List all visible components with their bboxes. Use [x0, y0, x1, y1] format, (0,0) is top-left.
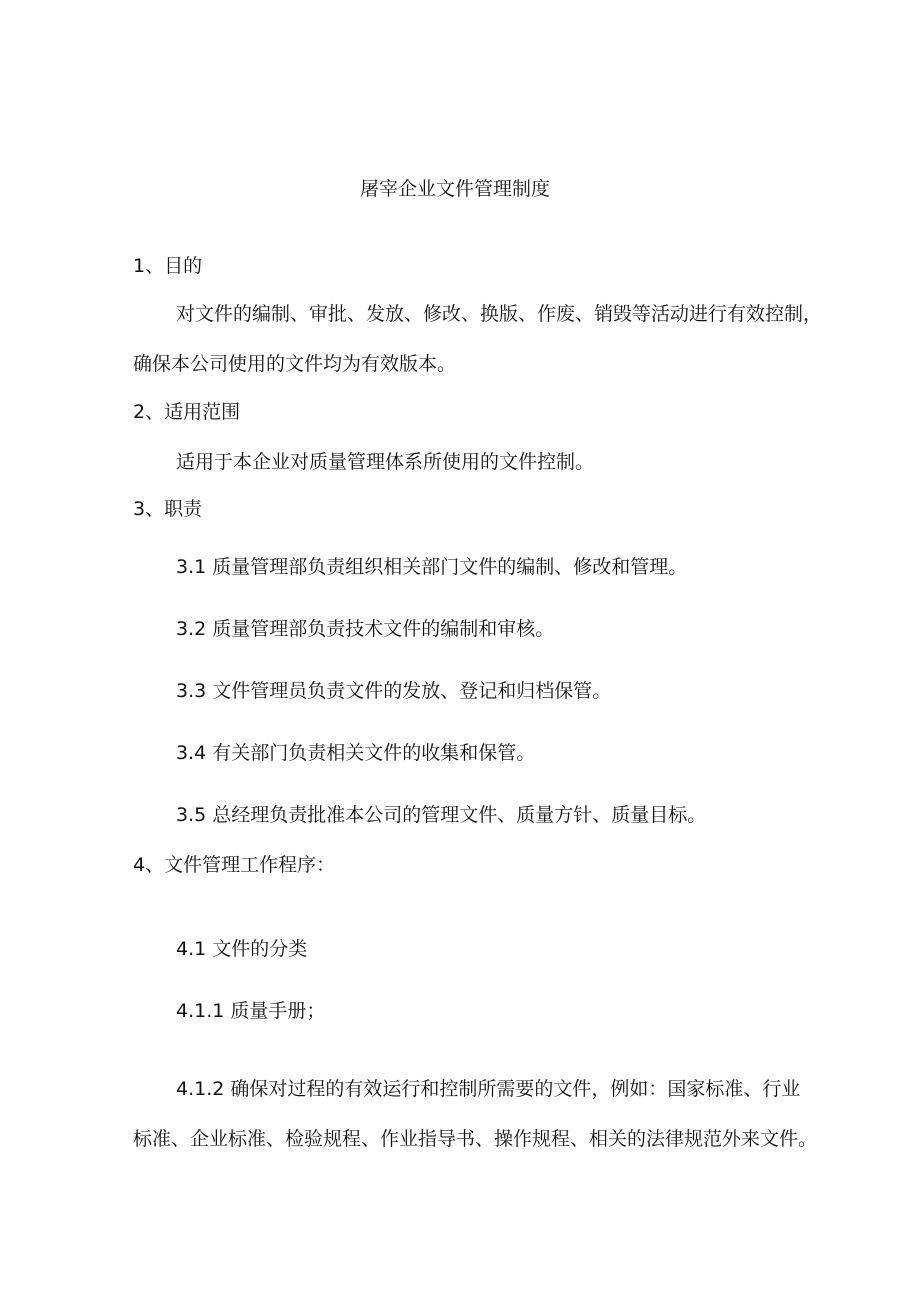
section-3-item: 3.2 质量管理部负责技术文件的编制和审核。	[176, 618, 555, 640]
section-3-item: 3.5 总经理负责批准本公司的管理文件、质量方针、质量目标。	[176, 804, 707, 826]
section-4-1-2-line-2: 标准、企业标准、检验规程、作业指导书、操作规程、相关的法律规范外来文件。	[133, 1128, 818, 1150]
section-3-item: 3.4 有关部门负责相关文件的收集和保管。	[176, 742, 536, 764]
section-3-item: 3.1 质量管理部负责组织相关部门文件的编制、修改和管理。	[176, 556, 688, 578]
section-1-paragraph-line-2: 确保本公司使用的文件均为有效版本。	[133, 353, 457, 375]
section-1-paragraph-line-1: 对文件的编制、审批、发放、修改、换版、作废、销毁等活动进行有效控制，	[176, 303, 823, 325]
section-3-item: 3.3 文件管理员负责文件的发放、登记和归档保管。	[176, 680, 612, 702]
section-2-heading: 2、适用范围	[133, 401, 241, 423]
section-4-1-2-line-1: 4.1.2 确保对过程的有效运行和控制所需要的文件，例如：国家标准、行业	[176, 1078, 801, 1100]
section-3-heading: 3、职责	[133, 498, 203, 520]
section-1-heading: 1、目的	[133, 255, 203, 277]
section-2-paragraph: 适用于本企业对质量管理体系所使用的文件控制。	[176, 451, 595, 473]
section-4-1-1: 4.1.1 质量手册；	[176, 1000, 326, 1022]
section-4-1-heading: 4.1 文件的分类	[176, 938, 308, 960]
section-4-heading: 4、文件管理工作程序：	[133, 854, 336, 876]
document-title: 屠宰企业文件管理制度	[360, 178, 551, 200]
